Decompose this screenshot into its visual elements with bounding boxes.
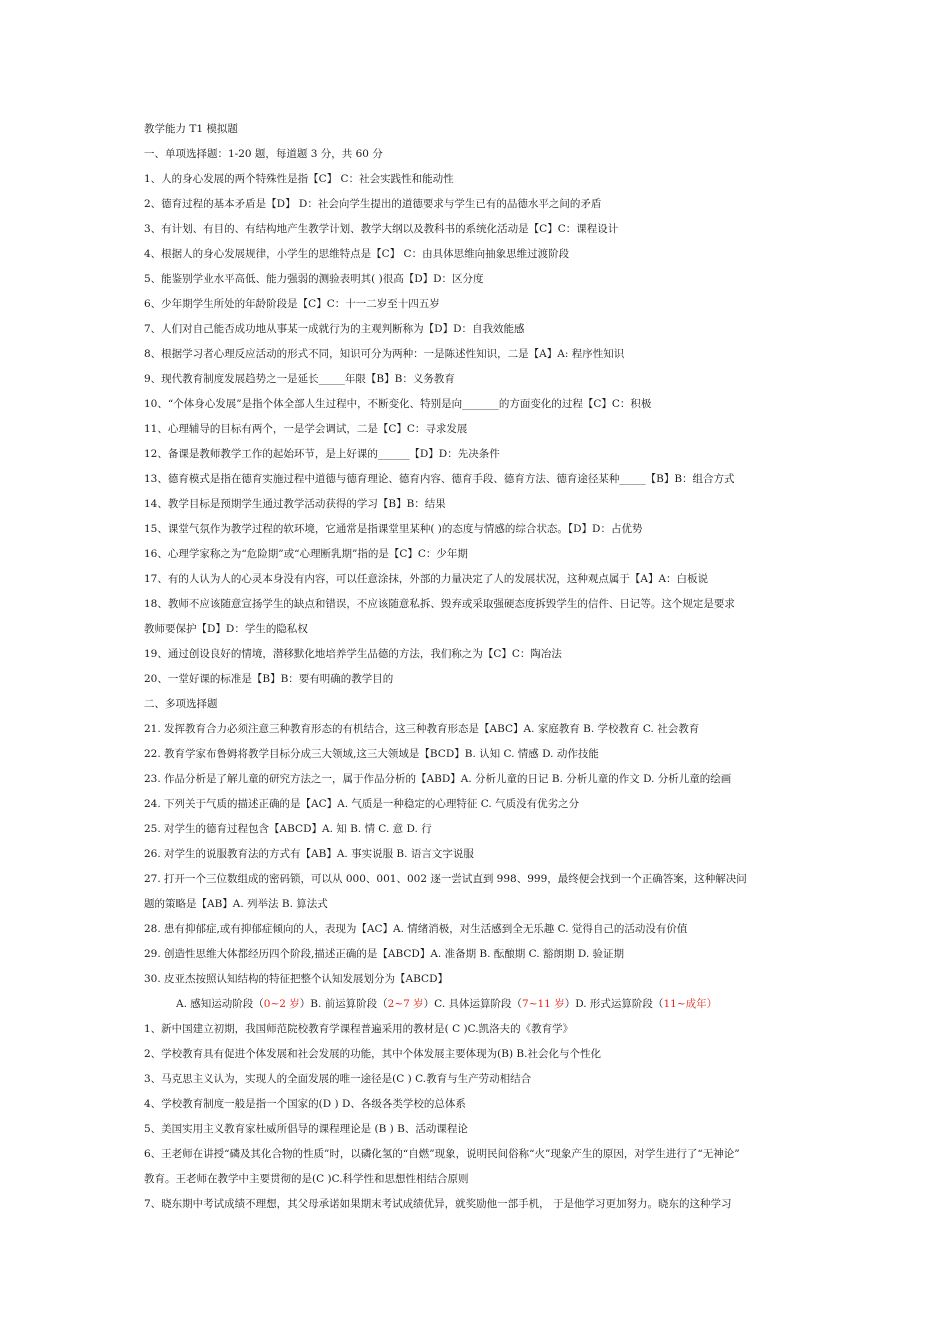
question-line: 9、现代教育制度发展趋势之一是延长_____年限【B】B：义务教育 — [144, 373, 455, 385]
question-line: 16、心理学家称之为“危险期”或“心理断乳期”指的是【C】C：少年期 — [144, 548, 468, 560]
question-line: 11、心理辅导的目标有两个，一是学会调试，二是【C】C：寻求发展 — [144, 423, 468, 435]
question-line: 5、能鉴别学业水平高低、能力强弱的测验表明其( )很高【D】D：区分度 — [144, 273, 484, 285]
question-line: 4、根据人的身心发展规律，小学生的思维特点是【C】 C：由具体思维向抽象思维过渡阶段 — [144, 248, 570, 260]
stage-c-end: ） — [564, 998, 576, 1010]
question-line: 6、少年期学生所处的年龄阶段是【C】C：十一二岁至十四五岁 — [144, 298, 440, 310]
stage-b-end: ） — [423, 998, 435, 1010]
question-line: 10、“个体身心发展”是指个体全部人生过程中，不断变化、特别是向_______的方面变化的过程【C】C：积极 — [144, 398, 652, 410]
question-line: 17、有的人认为人的心灵本身没有内容，可以任意涂抹，外部的力量决定了人的发展状况，这种观点属于【A】A：白板说 — [144, 573, 709, 585]
stage-b-label: B. 前运算阶段（ — [310, 998, 388, 1010]
question-line: 8、根据学习者心理反应活动的形式不同，知识可分为两种：一是陈述性知识，二是【A】A: 程序性知识 — [144, 348, 625, 360]
question-line: 24. 下列关于气质的描述正确的是【AC】A. 气质是一种稳定的心理特征 C. 气质没有优劣之分 — [144, 798, 580, 810]
question-line: 30. 皮亚杰按照认知结构的特征把整个认知发展划分为【ABCD】 — [144, 973, 448, 985]
question-line: 13、德育模式是指在德育实施过程中道德与德育理论、德育内容、德育手段、德育方法、德育途径某种_____【B】B：组合方式 — [144, 473, 735, 485]
piaget-stages-line — [176, 997, 846, 1011]
question-line: 25. 对学生的德育过程包含【ABCD】A. 知 B. 情 C. 意 D. 行 — [144, 823, 432, 835]
question-line: 1、人的身心发展的两个特殊性是指【C】 C：社会实践性和能动性 — [144, 173, 454, 185]
stage-d-end: ） — [706, 998, 718, 1010]
question-line: 5、美国实用主义教育家杜威所倡导的课程理论是 (B ) B、活动课程论 — [144, 1123, 468, 1135]
question-line: 7、人们对自己能否成功地从事某一成就行为的主观判断称为【D】D：自我效能感 — [144, 323, 525, 335]
question-line: 20、一堂好课的标准是【B】B：要有明确的教学目的 — [144, 673, 394, 685]
question-line: 28. 患有抑郁症,或有抑郁症倾向的人，表现为【AC】A. 情绪消极，对生活感到全无乐趣 C. 觉得自己的活动没有价值 — [144, 923, 688, 935]
question-line: 1、新中国建立初期，我国师范院校教育学课程普遍采用的教材是( C )C.凯洛夫的《教育学》 — [144, 1023, 574, 1035]
question-line: 3、有计划、有目的、有结构地产生教学计划、教学大纲以及教科书的系统化活动是【C】C：课程设计 — [144, 223, 619, 235]
question-line: 14、教学目标是预期学生通过教学活动获得的学习【B】B：结果 — [144, 498, 446, 510]
question-line: 6、王老师在讲授“磷及其化合物的性质”时，以磷化氢的“自燃”现象，说明民间俗称“火”现象产生的原因，对学生进行了“无神论” — [144, 1148, 740, 1160]
question-line: 23. 作品分析是了解儿童的研究方法之一，属于作品分析的【ABD】A. 分析儿童的日记 B. 分析儿童的作文 D. 分析儿童的绘画 — [144, 773, 732, 785]
question-line: 19、通过创设良好的情境，潜移默化地培养学生品德的方法，我们称之为【C】C：陶冶法 — [144, 648, 562, 660]
question-line: 教育。王老师在教学中主要贯彻的是(C )C.科学性和思想性相结合原则 — [144, 1173, 469, 1185]
stage-d-label: D. 形式运算阶段（ — [575, 998, 664, 1010]
stage-a-label: A. 感知运动阶段（ — [176, 998, 264, 1010]
document-title: 教学能力 T1 模拟题 — [144, 123, 238, 135]
question-line: 7、晓东期中考试成绩不理想，其父母承诺如果期末考试成绩优异，就奖励他一部手机， 于是他学习更加努力。晓东的这种学习 — [144, 1198, 732, 1210]
question-line: 教师要保护【D】D：学生的隐私权 — [144, 623, 308, 635]
stage-b-age: 2~7 岁 — [387, 998, 424, 1010]
question-line: 21. 发挥教育合力必须注意三种教育形态的有机结合，这三种教育形态是【ABC】A. 家庭教育 B. 学校教育 C. 社会教育 — [144, 723, 700, 735]
section-heading-multi-choice: 二、多项选择题 — [144, 698, 218, 710]
question-line: 2、学校教育具有促进个体发展和社会发展的功能，其中个体发展主要体现为(B) B.社会化与个性化 — [144, 1048, 601, 1060]
question-line: 3、马克思主义认为，实现人的全面发展的唯一途径是(C ) C.教育与生产劳动相结合 — [144, 1073, 532, 1085]
question-line: 2、德育过程的基本矛盾是【D】 D：社会向学生提出的道德要求与学生已有的品德水平之间的矛盾 — [144, 198, 602, 210]
question-line: 22. 教育学家布鲁姆将教学目标分成三大领域,这三大领域是【BCD】B. 认知 C. 情感 D. 动作技能 — [144, 748, 599, 760]
question-line: 12、备课是教师教学工作的起始环节，是上好课的______【D】D：先决条件 — [144, 448, 500, 460]
question-line: 26. 对学生的说服教育法的方式有【AB】A. 事实说服 B. 语言文字说服 — [144, 848, 474, 860]
stage-d-age: 11~成年 — [663, 998, 707, 1010]
stage-c-label: C. 具体运算阶段（ — [434, 998, 523, 1010]
question-line: 题的策略是【AB】A. 列举法 B. 算法式 — [144, 898, 328, 910]
stage-a-end: ） — [299, 998, 311, 1010]
section-heading-single-choice: 一、单项选择题：1-20 题，每道题 3 分，共 60 分 — [144, 148, 383, 160]
question-line: 29. 创造性思维大体都经历四个阶段,描述正确的是【ABCD】A. 准备期 B. 酝酿期 C. 豁朗期 D. 验证期 — [144, 948, 625, 960]
question-line: 27. 打开一个三位数组成的密码锁，可以从 000、001、002 逐一尝试直到 998、999，最终便会找到一个正确答案，这种解决问 — [144, 873, 747, 885]
question-line: 4、学校教育制度一般是指一个国家的(D ) D、各级各类学校的总体系 — [144, 1098, 466, 1110]
stage-a-age: 0~2 岁 — [263, 998, 300, 1010]
question-line: 18、教师不应该随意宣扬学生的缺点和错误，不应该随意私拆、毁弃或采取强硬态度拆毁学生的信件、日记等。这个规定是要求 — [144, 598, 735, 610]
question-line: 15、课堂气氛作为教学过程的软环境，它通常是指课堂里某种( )的态度与情感的综合状态。【D】D：占优势 — [144, 523, 643, 535]
stage-c-age: 7~11 岁 — [522, 998, 565, 1010]
